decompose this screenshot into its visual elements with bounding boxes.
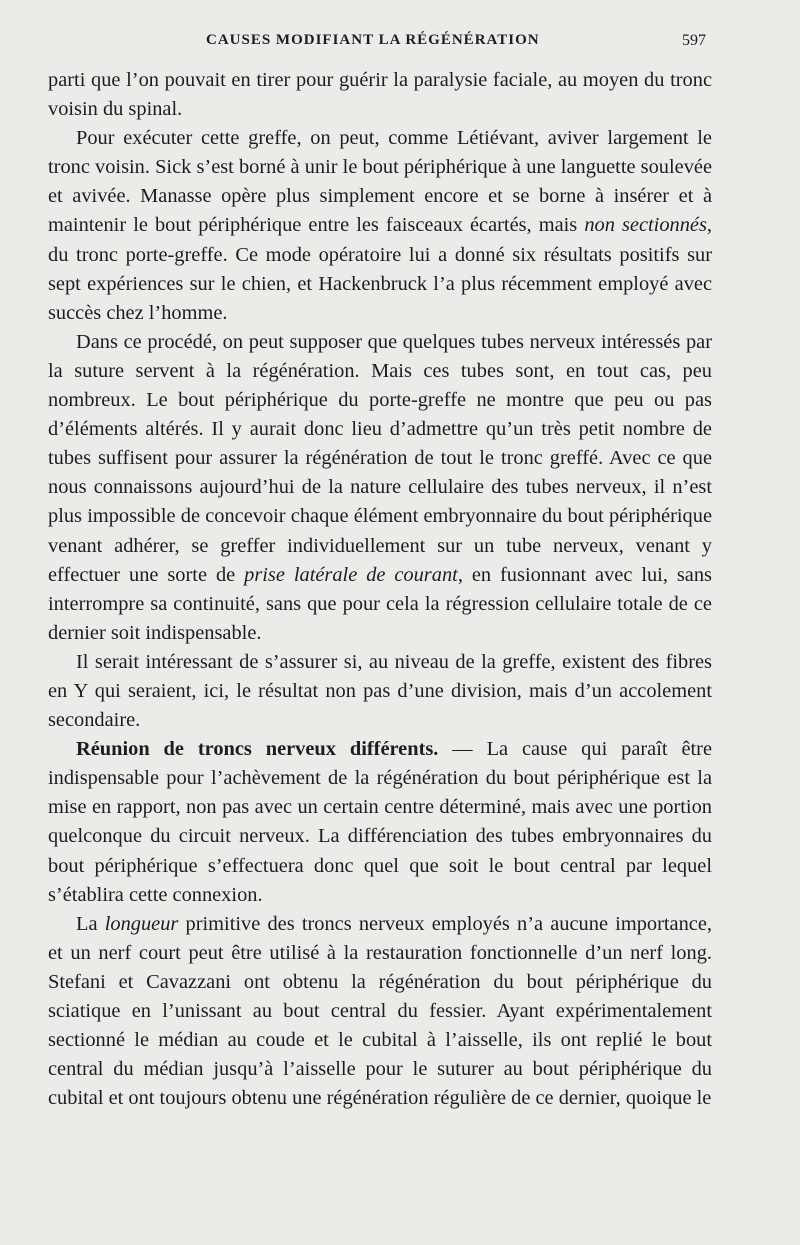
text-segment: La [76, 912, 105, 935]
italic-text: prise latérale de courant [244, 563, 458, 586]
running-title: CAUSES MODIFIANT LA RÉGÉNÉRATION [206, 32, 540, 48]
bold-text: Réunion de troncs nerveux différents. [76, 738, 439, 761]
italic-text: longueur [104, 912, 179, 935]
paragraph [48, 910, 712, 1114]
paragraph [48, 124, 712, 328]
paragraph [48, 735, 712, 910]
paragraph [48, 66, 712, 124]
text-segment: Pour exécuter cette greffe, on peut, comme Létiévant, aviver largement le tronc voisin. Sick s’est borné à unir le bout périphérique à une languette soulevée et avivée. Manasse opère plus simplement encore et se borne à insérer et à maintenir le bout périphérique entre les faisceaux écartés, mais [48, 127, 712, 237]
page-number: 597 [682, 32, 706, 49]
text-segment: , du tronc porte-greffe. Ce mode opératoire lui a donné six résultats positifs sur sept expériences sur le chien, et Hackenbruck l’a plus récemment employé avec succès chez l’homme. [48, 214, 713, 324]
italic-text: non sectionnés [584, 214, 707, 237]
text-segment: Il serait intéressant de s’assurer si, au niveau de la greffe, existent des fibres en Y qui seraient, ici, le résultat non pas d’une division, mais d’un accolement secondaire. [48, 650, 712, 732]
text-segment: primitive des troncs nerveux employés n’a aucune importance, et un nerf court peut être utilisé à la restauration fonctionnelle d’un nerf long. Stefani et Cavazzani ont obtenu la régénération du bout périphérique du sciatique en l’unissant au bout central du fessier. Ayant expérimentalement sectionné le médian au coude et le cubital à l’aisselle, ils ont replié le bout central du médian jusqu’à l’aisselle pour le suturer au bout périphérique du cubital et ont toujours obtenu une régénération régulière de ce dernier, quoique le [48, 912, 712, 1110]
text-segment: Dans ce procédé, on peut supposer que quelques tubes nerveux intéressés par la suture servent à la régénération. Mais ces tubes sont, en tout cas, peu nombreux. Le bout périphérique du porte-greffe ne montre que peu ou pas d’éléments altérés. Il y aurait donc lieu d’admettre qu’un très petit nombre de tubes suffisent pour assurer la régénération de tout le tronc greffé. Avec ce que nous connaissons aujourd’hui de la nature cellulaire des tubes nerveux, il n’est plus impossible de concevoir chaque élément embryonnaire du bout périphérique venant adhérer, se greffer individuellement sur un tube nerveux, venant y effectuer une sorte de [48, 330, 712, 586]
body-text [48, 66, 712, 1113]
paragraph [48, 328, 712, 648]
text-segment: , en fusionnant avec lui, sans interrompre sa continuité, sans que pour cela la régression cellulaire totale de ce dernier soit indispensable. [48, 563, 712, 644]
text-segment: — La cause qui paraît être indispensable pour l’achèvement de la régénération du bout périphérique est la mise en rapport, non pas avec un certain centre déterminé, mais avec une portion quelconque du circuit nerveux. La différenciation des tubes embryonnaires du bout périphérique s’effectuera donc quel que soit le bout central par lequel s’établira cette connexion. [48, 738, 713, 906]
text-segment: parti que l’on pouvait en tirer pour guérir la paralysie faciale, au moyen du tronc voisin du spinal. [48, 69, 712, 121]
paragraph [48, 648, 712, 735]
page-header [0, 32, 800, 52]
